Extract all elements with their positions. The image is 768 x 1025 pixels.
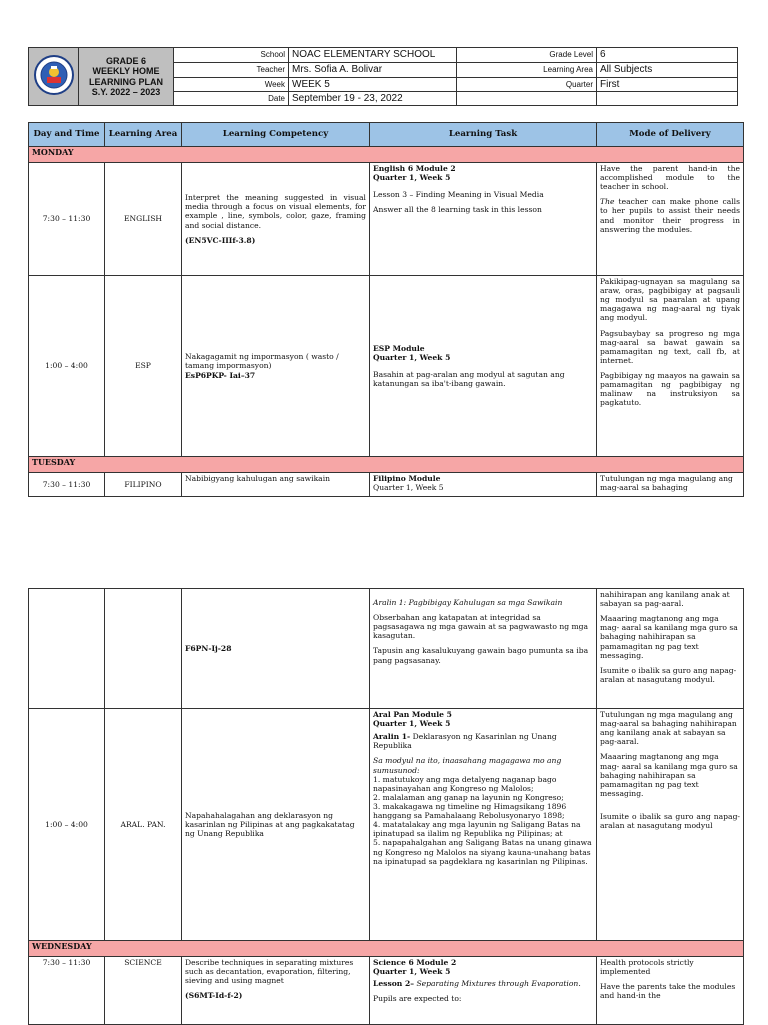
plan-title [79,48,174,106]
time-cell: 7:30 – 11:30 [29,163,105,276]
plan-table-page1 [28,122,744,497]
delivery-text: teacher can make phone calls to her pupils to assist their needs and monitor their progress in answering the modules. [600,197,740,234]
day-wednesday: WEDNESDAY [29,941,744,957]
week-label: Week [174,78,289,92]
competency-text: Interpret the meaning suggested in visual media through a focus on visual elements, for example , line, symbols, color, gaze, framing and social distance. [185,193,366,230]
task-intro: Sa modyul na ito, inaasahang magagawa mo ang sumusunod: [373,756,562,775]
col-day-time: Day and Time [29,123,105,147]
task-subtitle: Quarter 1, Week 5 [373,483,444,493]
title-line: S.Y. 2022 – 2023 [91,86,161,97]
title-line: WEEKLY HOME [92,66,160,77]
header-table [28,47,738,106]
task-title: Filipino Module [373,474,441,483]
list-item: 2. malalaman ang ganap na layunin ng Kongreso; [373,792,564,802]
task-lesson: Lesson 3 – Finding Meaning in Visual Media [373,190,544,200]
delivery-text: Maaaring magtanong ang mga mag- aaral sa kanilang mga guro sa bahaging nahihirapan sa pamamagitan ng pag text messaging. [600,752,738,798]
competency-cell [182,276,370,457]
delivery-cell [597,163,744,276]
area-cell: ENGLISH [105,163,182,276]
task-subtitle: Quarter 1, Week 5 [373,967,451,977]
area-cell: SCIENCE [105,957,182,1025]
list-item: 1. matutukoy ang mga detalyeng naganap bago napasinayahan ang Kongreso ng Malolos; [373,774,557,793]
table-row [29,473,744,497]
competency-cell: Nabibigyang kahulugan ang sawikain [182,473,370,497]
day-tuesday: TUESDAY [29,457,744,473]
title-line: GRADE 6 [105,55,146,66]
competency-text: Nakagagamit ng impormasyon ( wasto / tamang impormasyon) [185,352,339,371]
time-cell: 7:30 – 11:30 [29,957,105,1025]
task-instruction: Answer all the 8 learning task in this lesson [373,205,542,215]
task-cell [370,709,597,941]
delivery-text: Have the parent hand-in the accomplished module to the teacher in school. [600,164,740,192]
task-lesson-label: Lesson 2– [373,979,415,989]
delivery-text: Maaaring magtanong ang mga mag- aaral sa kanilang mga guro sa bahaging nahihirapan sa pamamagitan ng pag text messaging. [600,614,738,660]
task-title: Science 6 Module 2 [373,958,457,967]
empty-cell [457,92,597,106]
task-expect: Pupils are expected to: [373,994,462,1004]
task-title: English 6 Module 2 [373,164,456,173]
col-competency: Learning Competency [182,123,370,147]
task-subtitle: Quarter 1, Week 5 [373,173,451,183]
list-item: 4. matatalakay ang mga layunin ng Saligang Batas na ipinatupad sa ilalim ng Republika ng Pilipinas; at [373,820,581,839]
task-cell [370,276,597,457]
area-cell: FILIPINO [105,473,182,497]
delivery-text: Health protocols strictly implemented [600,958,694,977]
table-row [29,957,744,1025]
delivery-text: Pakikipag-ugnayan sa magulang sa araw, oras, pagbibigay at pagsauli ng modyul sa paaralan at upang magagawa ng mag-aaral ng tiyak ang modyul. [600,277,740,323]
time-cell: 1:00 – 4:00 [29,709,105,941]
grade-value: 6 [597,48,738,63]
task-subtitle: Quarter 1, Week 5 [373,719,451,729]
delivery-text: Have the parents take the modules and hand-in the [600,982,736,1001]
quarter-value: First [597,78,738,92]
competency-cell [182,589,370,709]
area-cell [105,589,182,709]
plan-table-page2 [28,588,744,1025]
competency-cell [182,163,370,276]
delivery-cell: Tutulungan ng mga magulang ang mag-aaral sa bahaging [597,473,744,497]
task-cell [370,957,597,1025]
table-row [29,163,744,276]
delivery-cell [597,709,744,941]
time-cell: 1:00 – 4:00 [29,276,105,457]
task-lesson: Separating Mixtures through Evaporation. [416,979,581,989]
table-row [29,276,744,457]
competency-code: F6PN-Ij-28 [185,643,232,653]
deped-seal-icon [34,55,74,95]
area-cell: ARAL. PAN. [105,709,182,941]
delivery-text: Tutulungan ng mga magulang ang mag-aaral sa bahaging nahihirapan ang kanilang anak at sabayan sa pag-aaral. [600,710,737,747]
task-title: Aral Pan Module 5 [373,710,452,719]
competency-cell: Napahahalagahan ang deklarasyon ng kasarinlan ng Pilipinas at ang pagkakatatag ng Unang Republika [182,709,370,941]
competency-code: (S6MT-Id-f-2) [185,991,243,1001]
delivery-text: nahihirapan ang kanilang anak at sabayan sa pag-aaral. [600,590,730,609]
task-subtitle: Quarter 1, Week 5 [373,352,451,362]
competency-code: (EN5VC-IIIf-3.8) [185,235,256,245]
task-aralin: Deklarasyon ng Kasarinlan ng Unang Republika [373,732,557,751]
quarter-label: Quarter [457,78,597,92]
competency-cell [182,957,370,1025]
delivery-cell [597,957,744,1025]
delivery-cell [597,276,744,457]
week-value: WEEK 5 [289,78,457,92]
task-title: ESP Module [373,343,425,353]
col-delivery: Mode of Delivery [597,123,744,147]
table-row [29,709,744,941]
empty-cell [597,92,738,106]
delivery-emph: The [600,197,615,207]
teacher-value: Mrs. Sofia A. Bolivar [289,63,457,78]
task-aralin-label: Aralin 1- [373,732,411,742]
school-label: School [174,48,289,63]
competency-code: EsP6PKP- Iai–37 [185,370,256,380]
task-text: Tapusin ang kasalukuyang gawain bago pumunta sa iba pang pagsasanay. [373,646,589,665]
competency-text: Describe techniques in separating mixtures such as decantation, evaporation, filtering, sieving and using magnet [185,958,354,986]
date-value: September 19 - 23, 2022 [289,92,457,106]
task-text: Obserbahan ang katapatan at integridad sa pagsasagawa ng mga gawain at sa pagwawasto ng mga kasagutan. [373,613,589,641]
delivery-text: Pagbibigay ng maayos na gawain sa pamamagitan ng pagbibigay ng malinaw na instruksiyon sa pagkatuto. [600,370,740,408]
time-cell [29,589,105,709]
delivery-cell [597,589,744,709]
time-cell: 7:30 – 11:30 [29,473,105,497]
task-cell [370,473,597,497]
grade-label: Grade Level [457,48,597,63]
title-line: LEARNING PLAN [89,76,163,87]
area-cell: ESP [105,276,182,457]
task-instruction: Basahin at pag-aralan ang modyul at sagutan ang katanungan sa iba't-ibang gawain. [373,370,565,389]
school-value: NOAC ELEMENTARY SCHOOL [289,48,457,63]
deped-seal [29,48,79,106]
list-item: 5. napapahalgahan ang Saligang Batas na unang ginawa ng Kongreso ng Malolos na siyang kauna-unahang batas na ipinatupad sa pagdeklara ng kasarinlan ng Pilipinas. [373,838,592,866]
delivery-text: Pagsubaybay sa progreso ng mga mag-aaral sa bawat gawain sa pamamagitan ng text, call fb, at internet. [600,328,740,365]
task-aralin: Aralin 1: Pagbibigay Kahulugan sa mga Sawikain [373,598,563,607]
day-monday: MONDAY [29,147,744,163]
area-value: All Subjects [597,63,738,78]
list-item: 3. makakagawa ng timeline ng Himagsikang 1896 hanggang sa Pamahalaang Rebolusyonaryo 1898; [373,801,567,821]
delivery-text: Isumite o ibalik sa guro ang napag-aralan at nasagutang modyul. [600,665,737,684]
teacher-label: Teacher [174,63,289,78]
col-task: Learning Task [370,123,597,147]
area-label: Learning Area [457,63,597,78]
task-cell [370,589,597,709]
table-row [29,589,744,709]
date-label: Date [174,92,289,106]
col-learning-area: Learning Area [105,123,182,147]
delivery-text: Isumite o ibalik sa guro ang napag-aralan at nasagutang modyul [600,811,740,831]
task-cell [370,163,597,276]
